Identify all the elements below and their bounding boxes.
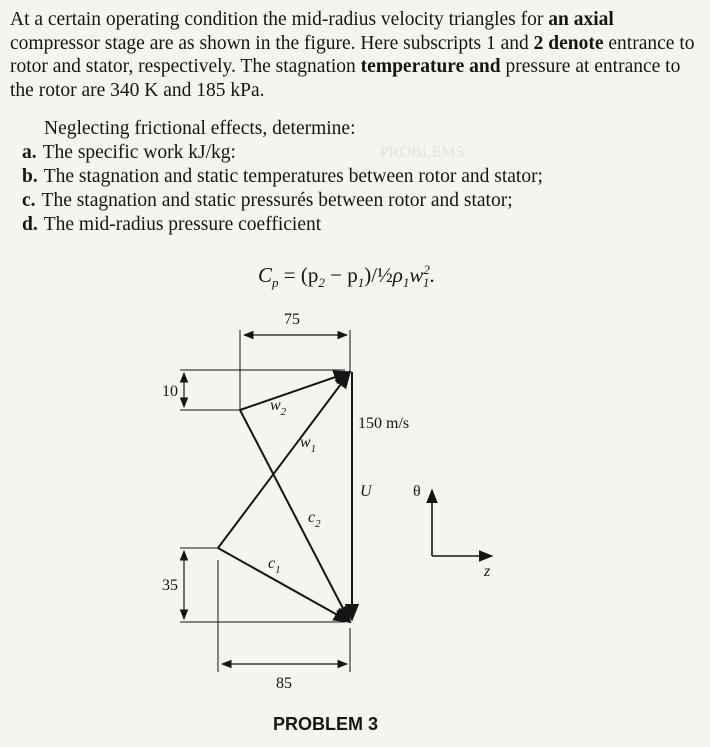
problem-intro: At a certain operating condition the mid-radius velocity triangles for an axial compressor stage are as shown in the figure. Here subscripts 1 and 2 denote entrance to rotor and stator, respectively. The stagnation temperature and pressure at entrance to the rotor are 340 K and 185 kPa.: [10, 9, 695, 101]
neglecting-line: Neglecting frictional effects, determine:: [44, 118, 356, 139]
item-c: c. The stagnation and static pressurés between rotor and stator;: [22, 190, 513, 211]
label-c2: $c_2$: [308, 509, 321, 530]
figure-caption: PROBLEM 3: [273, 714, 379, 734]
axis-z-label: z: [484, 563, 491, 580]
dim-label-bottom: 85: [276, 675, 292, 692]
item-b: b. The stagnation and static temperatures between rotor and stator;: [22, 166, 543, 187]
dim-label-left-upper: 10: [162, 383, 178, 400]
vector-w1: [218, 372, 350, 548]
item-a: a. The specific work kJ/kg:: [22, 142, 236, 163]
pressure-coefficient-formula: $C_p = (p_2$ − $p_1)/\frac{1}{2}\rho_1w^2_1$.: [258, 262, 435, 291]
vector-w2: [240, 372, 350, 410]
dim-label-left-lower: 35: [162, 577, 178, 594]
speed-label: 150 m/s: [358, 415, 410, 432]
dim-label-top: 75: [284, 311, 300, 328]
item-d: d. The mid-radius pressure coefficient: [22, 214, 322, 235]
label-c1: $c_1$: [268, 555, 281, 576]
bleed-through-text: PROBLEMS: [380, 144, 465, 161]
label-w2: $w_2$: [270, 397, 287, 418]
label-u: U: [360, 483, 372, 500]
axis-theta-label: θ: [413, 483, 421, 500]
label-w1: $w_1$: [300, 434, 317, 455]
